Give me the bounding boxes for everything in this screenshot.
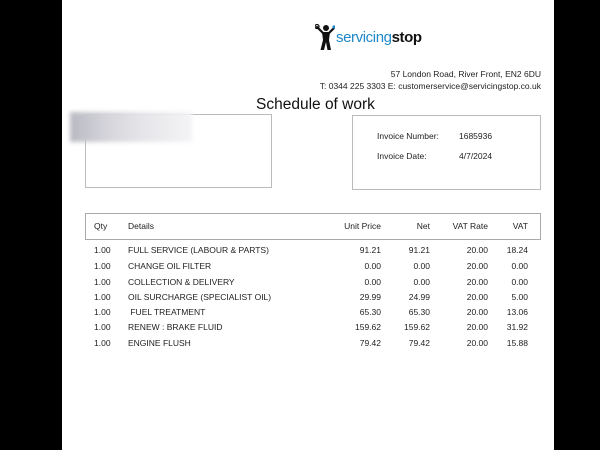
cell-net: 65.30 [408, 307, 430, 317]
cell-vat-rate: 20.00 [466, 261, 488, 271]
invoice-date-label: Invoice Date: [377, 151, 427, 161]
cell-qty: 1.00 [94, 245, 111, 255]
cell-unit-price: 159.62 [355, 322, 381, 332]
cell-vat: 18.24 [506, 245, 528, 255]
invoice-details-box [352, 115, 541, 190]
cell-vat: 5.00 [511, 292, 528, 302]
redacted-customer-name [70, 112, 192, 142]
table-row [0, 322, 600, 334]
cell-details: FULL SERVICE (LABOUR & PARTS) [128, 245, 269, 255]
cell-net: 91.21 [408, 245, 430, 255]
cell-unit-price: 0.00 [364, 261, 381, 271]
page-title: Schedule of work [256, 96, 375, 113]
invoice-number-value: 1685936 [459, 131, 493, 141]
logo-text [336, 29, 422, 46]
cell-vat-rate: 20.00 [466, 338, 488, 348]
cell-net: 79.42 [408, 338, 430, 348]
header-vat: VAT [512, 221, 528, 231]
cell-net: 0.00 [413, 277, 430, 287]
cell-details: OIL SURCHARGE (SPECIALIST OIL) [128, 292, 272, 302]
logo-word-servicing: servicing [336, 28, 392, 46]
cell-vat-rate: 20.00 [466, 307, 488, 317]
cell-unit-price: 65.30 [359, 307, 381, 317]
cell-details: FUEL TREATMENT [128, 307, 206, 317]
cell-vat-rate: 20.00 [466, 322, 488, 332]
cell-details: CHANGE OIL FILTER [128, 261, 212, 271]
cell-qty: 1.00 [94, 277, 111, 287]
cell-vat: 31.92 [506, 322, 528, 332]
cell-vat-rate: 20.00 [466, 292, 488, 302]
company-address: 57 London Road, River Front, EN2 6DU [390, 69, 541, 79]
cell-qty: 1.00 [94, 261, 111, 271]
cell-vat: 0.00 [511, 261, 528, 271]
cell-qty: 1.00 [94, 322, 111, 332]
cell-details: RENEW : BRAKE FLUID [128, 322, 223, 332]
cell-net: 24.99 [408, 292, 430, 302]
header-details: Details [128, 221, 154, 231]
table-row [0, 277, 600, 289]
company-logo [315, 22, 422, 52]
cell-net: 0.00 [413, 261, 430, 271]
cell-vat-rate: 20.00 [466, 277, 488, 287]
cell-qty: 1.00 [94, 292, 111, 302]
header-net: Net [416, 221, 430, 231]
cell-vat-rate: 20.00 [466, 245, 488, 255]
table-row [0, 338, 600, 350]
cell-qty: 1.00 [94, 338, 111, 348]
header-unit-price: Unit Price [344, 221, 381, 231]
cell-vat: 0.00 [511, 277, 528, 287]
table-row [0, 292, 600, 304]
invoice-date-value: 4/7/2024 [459, 151, 493, 161]
cell-vat: 15.88 [506, 338, 528, 348]
table-row [0, 245, 600, 257]
cell-net: 159.62 [404, 322, 430, 332]
cell-unit-price: 29.99 [359, 292, 381, 302]
company-address-block [320, 68, 541, 92]
cell-unit-price: 79.42 [359, 338, 381, 348]
table-row [0, 307, 600, 319]
cell-unit-price: 0.00 [364, 277, 381, 287]
mechanic-logo-icon [315, 23, 335, 51]
cell-qty: 1.00 [94, 307, 111, 317]
invoice-number-label: Invoice Number: [377, 131, 439, 141]
cell-details: COLLECTION & DELIVERY [128, 277, 235, 287]
header-qty: Qty [94, 221, 108, 231]
company-contact: T: 0344 225 3303 E: customerservice@servicingstop.co.uk [319, 81, 541, 91]
cell-details: ENGINE FLUSH [128, 338, 191, 348]
table-header [0, 221, 600, 233]
logo-word-stop: stop [391, 28, 422, 46]
header-vat-rate: VAT Rate [452, 221, 488, 231]
cell-vat: 13.06 [506, 307, 528, 317]
cell-unit-price: 91.21 [359, 245, 381, 255]
table-row [0, 261, 600, 273]
